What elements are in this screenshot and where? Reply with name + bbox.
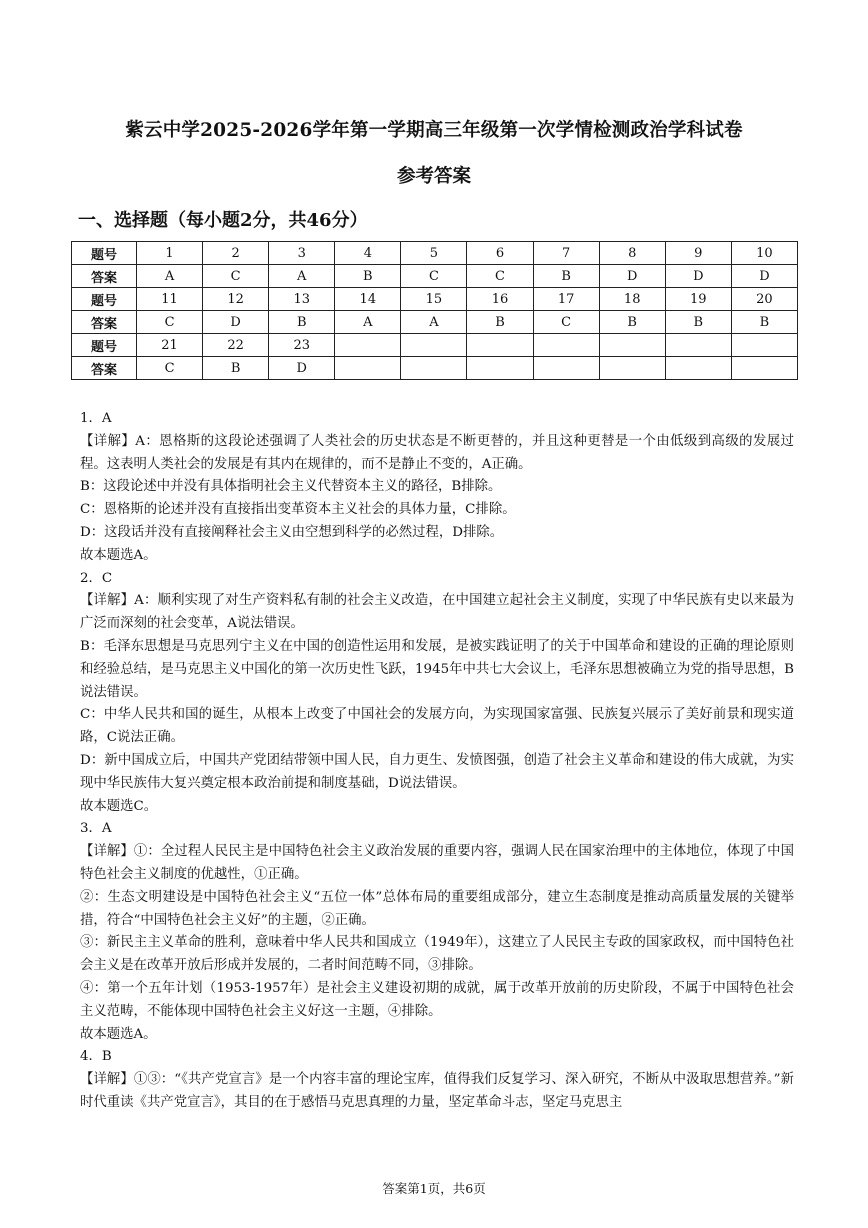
table-cell: 1 <box>137 242 203 265</box>
answer-table <box>71 241 798 380</box>
paragraph: 故本题选A。 <box>80 1026 157 1042</box>
paragraph: 【详解】①：全过程人民民主是中国特色社会主义政治发展的重要内容，强调人民在国家治理中的主体地位，体现了中国特色社会主义制度的优越性，①正确。 <box>80 844 794 882</box>
table-cell: 8 <box>599 242 665 265</box>
table-cell: D <box>599 265 665 288</box>
table-cell <box>467 334 533 357</box>
table-cell <box>335 334 401 357</box>
table-cell: 3 <box>269 242 335 265</box>
table-row <box>72 357 798 380</box>
paragraph: ④：第一个五年计划（1953-1957年）是社会主义建设初期的成就，属于改革开放前的历史阶段，不属于中国特色社会主义范畴，不能体现中国特色社会主义好这一主题，④排除。 <box>80 980 794 1019</box>
table-cell <box>599 357 665 380</box>
table-cell: B <box>203 357 269 380</box>
table-cell: 9 <box>665 242 731 265</box>
table-row <box>72 242 798 265</box>
table-cell: 11 <box>137 288 203 311</box>
table-cell: B <box>665 311 731 334</box>
table-cell <box>665 334 731 357</box>
table-cell: D <box>203 311 269 334</box>
table-cell: 22 <box>203 334 269 357</box>
table-cell: B <box>599 311 665 334</box>
table-cell: 19 <box>665 288 731 311</box>
table-cell: C <box>533 311 599 334</box>
paragraph: 【详解】A：恩格斯的这段论述强调了人类社会的历史状态是不断更替的，并且这种更替是一个由低级到高级的发展过程。这表明人类社会的发展是有其内在规律的，而不是静止不变的，A正确。 <box>80 433 794 472</box>
table-cell <box>401 357 467 380</box>
table-cell: D <box>731 265 797 288</box>
row-header: 题号 <box>72 288 137 311</box>
document-subtitle: 参考答案 <box>396 166 471 187</box>
table-cell: 16 <box>467 288 533 311</box>
table-cell: 18 <box>599 288 665 311</box>
table-cell: 21 <box>137 334 203 357</box>
table-cell: 2 <box>203 242 269 265</box>
table-cell: 6 <box>467 242 533 265</box>
table-cell: 5 <box>401 242 467 265</box>
table-cell: B <box>533 265 599 288</box>
table-cell: 14 <box>335 288 401 311</box>
paragraph: 1．A <box>80 411 112 426</box>
page-footer: 答案第1页，共6页 <box>382 1181 486 1196</box>
table-cell: 23 <box>269 334 335 357</box>
paragraph: 故本题选A。 <box>80 547 157 563</box>
paragraph: 【详解】①③：“《共产党宣言》是一个内容丰富的理论宝库，值得我们反复学习、深入研究，不断从中汲取思想营养。”新时代重读《共产党宣言》，其目的在于感悟马克思真理的力量，坚定革命斗志，坚定马克思主 <box>80 1072 794 1110</box>
section-heading: 一、选择题（每小题2分，共46分） <box>78 210 368 231</box>
paragraph: D：这段话并没有直接阐释社会主义由空想到科学的必然过程，D排除。 <box>80 524 504 540</box>
table-cell <box>401 334 467 357</box>
table-row <box>72 265 798 288</box>
table-cell: D <box>269 357 335 380</box>
paragraph: C：恩格斯的论述并没有直接指出变革资本主义社会的具体力量，C排除。 <box>80 502 516 518</box>
table-cell: A <box>401 311 467 334</box>
table-cell <box>731 357 797 380</box>
paragraph: ③：新民主主义革命的胜利，意味着中华人民共和国成立（1949年），这建立了人民民主专政的国家政权，而中国特色社会主义是在改革开放后形成并发展的，二者时间范畴不同，③排除。 <box>80 935 794 974</box>
paragraph: 4．B <box>80 1049 112 1065</box>
row-header: 题号 <box>72 334 137 357</box>
table-cell: B <box>335 265 401 288</box>
table-cell: B <box>731 311 797 334</box>
table-cell: A <box>335 311 401 334</box>
table-row <box>72 311 798 334</box>
paragraph: C：中华人民共和国的诞生，从根本上改变了中国社会的发展方向，为实现国家富强、民族复兴展示了美好前景和现实道路，C说法正确。 <box>80 707 794 746</box>
table-row <box>72 334 798 357</box>
paragraph: B：这段论述中并没有具体指明社会主义代替资本主义的路径，B排除。 <box>80 479 502 495</box>
table-row <box>72 288 798 311</box>
table-cell: C <box>467 265 533 288</box>
table-cell <box>731 334 797 357</box>
table-cell: C <box>137 357 203 380</box>
table-cell: 7 <box>533 242 599 265</box>
table-cell <box>533 357 599 380</box>
row-header: 答案 <box>72 265 137 288</box>
table-cell: D <box>665 265 731 288</box>
table-cell: C <box>401 265 467 288</box>
paragraph: ②：生态文明建设是中国特色社会主义“五位一体”总体布局的重要组成部分，建立生态制度是推动高质量发展的关键举措，符合“中国特色社会主义好”的主题，②正确。 <box>80 889 794 928</box>
paragraph: B：毛泽东思想是马克思列宁主义在中国的创造性运用和发展，是被实践证明了的关于中国革命和建设的正确的理论原则和经验总结，是马克思主义中国化的第一次历史性飞跃，1945年中共七大会议上，毛泽东思想被确立为党的指导思想，B说法错误。 <box>80 638 794 700</box>
table-cell: A <box>269 265 335 288</box>
explanations <box>80 408 794 1115</box>
paragraph: 3．A <box>80 821 112 837</box>
table-cell: 20 <box>731 288 797 311</box>
table-cell: C <box>137 311 203 334</box>
table-cell: B <box>467 311 533 334</box>
table-cell: 13 <box>269 288 335 311</box>
table-cell <box>335 357 401 380</box>
paragraph: 2．C <box>80 570 113 586</box>
row-header: 答案 <box>72 311 137 334</box>
table-cell: C <box>203 265 269 288</box>
table-cell <box>665 357 731 380</box>
table-cell <box>533 334 599 357</box>
table-cell: B <box>269 311 335 334</box>
paragraph: D：新中国成立后，中国共产党团结带领中国人民，自力更生、发愤图强，创造了社会主义革命和建设的伟大成就，为实现中华民族伟大复兴奠定根本政治前提和制度基础，D说法错误。 <box>80 752 794 791</box>
table-cell <box>467 357 533 380</box>
paragraph: 故本题选C。 <box>80 798 158 814</box>
table-cell: 4 <box>335 242 401 265</box>
table-cell: A <box>137 265 203 288</box>
table-cell: 17 <box>533 288 599 311</box>
paragraph: 【详解】A：顺利实现了对生产资料私有制的社会主义改造，在中国建立起社会主义制度，实现了中华民族有史以来最为广泛而深刻的社会变革，A说法错误。 <box>80 593 794 632</box>
row-header: 答案 <box>72 357 137 380</box>
table-cell <box>599 334 665 357</box>
table-cell: 10 <box>731 242 797 265</box>
table-cell: 15 <box>401 288 467 311</box>
table-cell: 12 <box>203 288 269 311</box>
row-header: 题号 <box>72 242 137 265</box>
document-title: 紫云中学2025-2026学年第一学期高三年级第一次学情检测政治学科试卷 <box>125 120 743 141</box>
